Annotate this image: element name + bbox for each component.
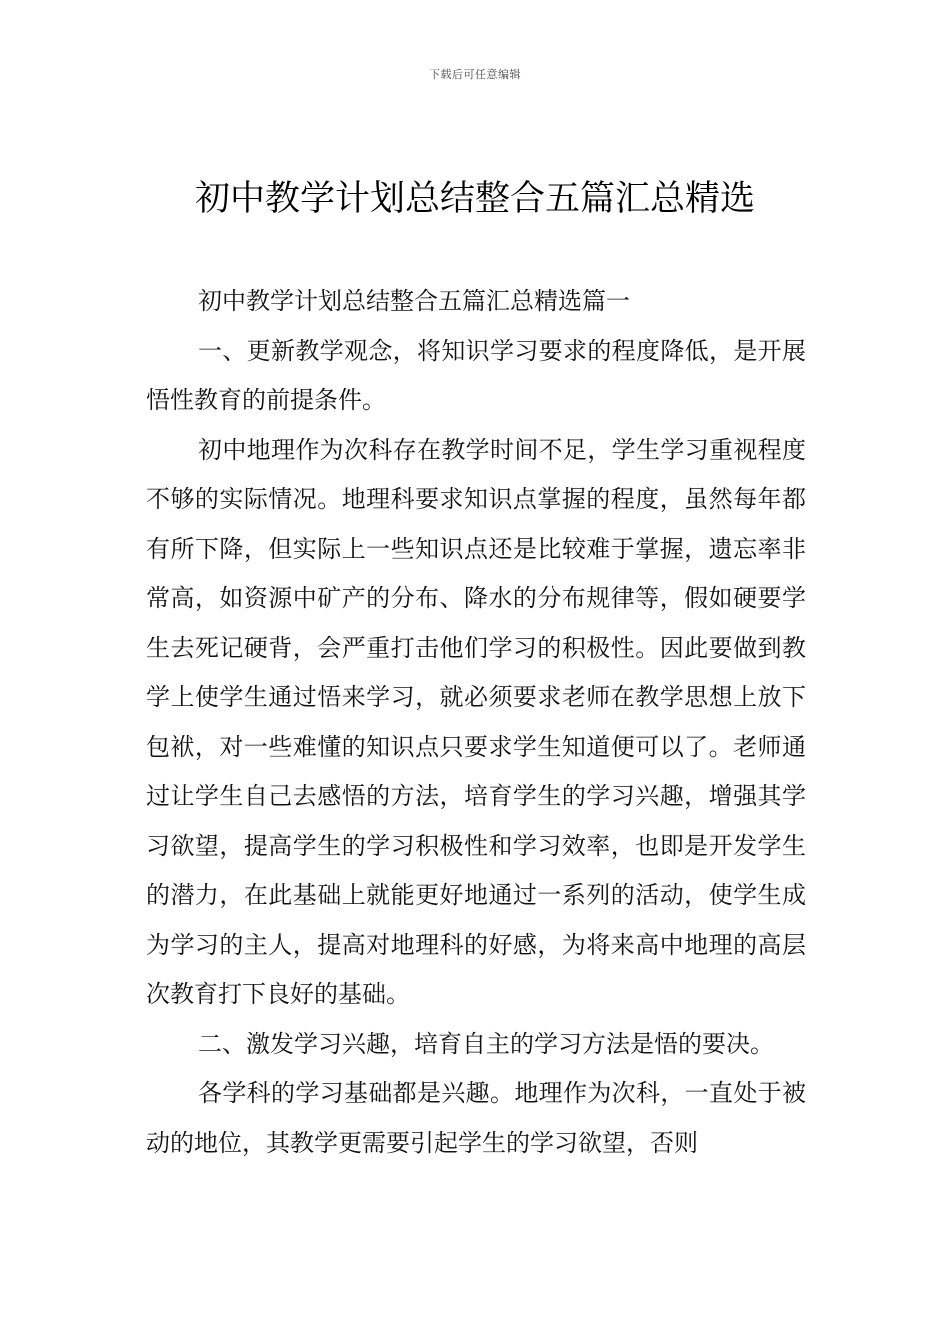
- section-heading: 初中教学计划总结整合五篇汇总精选篇一: [198, 287, 630, 315]
- document-body: [146, 277, 806, 1168]
- paragraph: 初中地理作为次科存在教学时间不足，学生学习重视程度不够的实际情况。地理科要求知识点掌握的程度，虽然每年都有所下降，但实际上一些知识点还是比较难于掌握，遗忘率非常高，如资源中矿产的分布、降水的分布规律等，假如硬要学生去死记硬背，会严重打击他们学习的积极性。因此要做到教学上使学生通过悟来学习，就必须要求老师在教学思想上放下包袱，对一些难懂的知识点只要求学生知道便可以了。老师通过让学生自己去感悟的方法，培育学生的学习兴趣，增强其学习欲望，提高学生的学习积极性和学习效率，也即是开发学生的潜力，在此基础上就能更好地通过一系列的活动，使学生成为学习的主人，提高对地理科的好感，为将来高中地理的高层次教育打下良好的基础。: [146, 435, 806, 1008]
- paragraph: 各学科的学习基础都是兴趣。地理作为次科，一直处于被动的地位，其教学更需要引起学生的学习欲望，否则: [146, 1079, 806, 1157]
- header-note: 下载后可任意编辑: [429, 68, 521, 81]
- document-title: 初中教学计划总结整合五篇汇总精选: [194, 179, 755, 219]
- paragraph: 二、激发学习兴趣，培育自主的学习方法是悟的要决。: [198, 1029, 774, 1058]
- paragraph: 一、更新教学观念，将知识学习要求的程度降低，是开展悟性教育的前提条件。: [146, 336, 806, 414]
